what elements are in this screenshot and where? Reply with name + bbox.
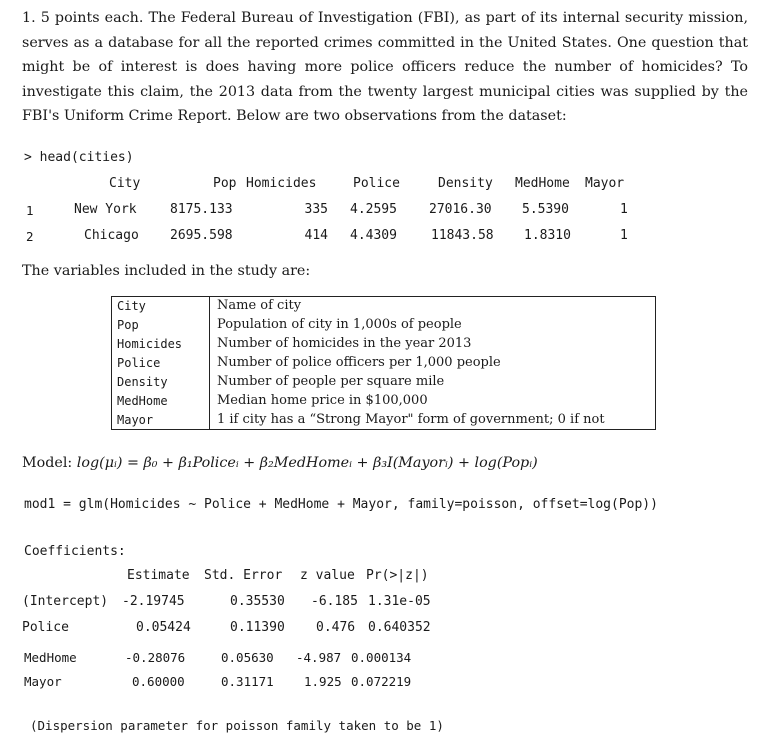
col-pop: Pop: [213, 176, 237, 191]
cell-city: New York: [74, 202, 137, 217]
coef-col-p: Pr(>|z|): [366, 568, 429, 583]
variable-row: [112, 392, 655, 410]
variable-desc: 1 if city has a “Strong Mayor" form of government; 0 if not: [217, 412, 605, 427]
coef-col-estimate: Estimate: [127, 568, 190, 583]
col-density: Density: [438, 176, 493, 191]
variable-row: [112, 316, 655, 334]
variables-intro: The variables included in the study are:: [22, 263, 311, 279]
row-index: 1: [26, 203, 34, 218]
cell-city: Chicago: [84, 228, 139, 243]
variable-desc: Number of homicides in the year 2013: [217, 336, 472, 351]
variable-desc: Population of city in 1,000s of people: [217, 317, 462, 332]
coef-p: 0.072219: [351, 674, 412, 689]
variable-desc: Number of police officers per 1,000 people: [217, 355, 501, 370]
model-formula: log(μᵢ) = β₀ + β₁Policeᵢ + β₂MedHomeᵢ + β₃I(Mayorᵢ) + log(Popᵢ): [76, 455, 538, 471]
variable-desc: Name of city: [217, 298, 302, 313]
coef-se: 0.31171: [221, 674, 274, 689]
coef-z: 1.925: [304, 674, 342, 689]
col-homicides: Homicides: [246, 176, 317, 191]
coef-z: -4.987: [296, 650, 342, 665]
coef-term: Mayor: [24, 674, 62, 689]
variable-row: [112, 335, 655, 353]
cell-density: 27016.30: [429, 202, 492, 217]
model-code: mod1 = glm(Homicides ~ Police + MedHome + Mayor, family=poisson, offset=log(Pop)): [24, 497, 658, 512]
variable-name: Mayor: [117, 413, 154, 427]
col-medhome: MedHome: [515, 176, 570, 191]
cell-pop: 2695.598: [170, 228, 233, 243]
coef-p: 0.000134: [351, 650, 412, 665]
head-command: > head(cities): [24, 150, 134, 165]
coef-z: 0.476: [316, 620, 356, 635]
cell-mayor: 1: [620, 228, 628, 243]
variable-desc: Number of people per square mile: [217, 374, 445, 389]
variable-row: [112, 373, 655, 391]
coef-estimate: -0.28076: [125, 650, 186, 665]
col-city: City: [109, 176, 141, 191]
coefficients-heading: Coefficients:: [24, 544, 126, 559]
cell-homicides: 414: [304, 228, 328, 243]
row-index: 2: [26, 229, 34, 244]
cell-pop: 8175.133: [170, 202, 233, 217]
coef-se: 0.05630: [221, 650, 274, 665]
variable-name: Homicides: [117, 337, 183, 351]
variable-name: MedHome: [117, 394, 168, 408]
variable-name: City: [117, 299, 146, 313]
coef-se: 0.11390: [230, 620, 285, 635]
cell-medhome: 1.8310: [524, 228, 571, 243]
coef-se: 0.35530: [230, 594, 285, 609]
coef-col-z: z value: [300, 568, 355, 583]
cell-density: 11843.58: [431, 228, 494, 243]
dispersion-note: (Dispersion parameter for poisson family taken to be 1): [30, 718, 444, 733]
coef-term: Police: [22, 620, 69, 635]
coef-p: 1.31e-05: [368, 594, 431, 609]
coef-estimate: 0.60000: [132, 674, 185, 689]
cell-mayor: 1: [620, 202, 628, 217]
cell-police: 4.2595: [350, 202, 397, 217]
variable-name: Pop: [117, 318, 139, 332]
variables-table: [111, 296, 656, 430]
coef-z: -6.185: [311, 594, 358, 609]
variable-name: Density: [117, 375, 168, 389]
model-formula-line: [22, 455, 538, 471]
cell-medhome: 5.5390: [522, 202, 569, 217]
variable-name: Police: [117, 356, 161, 370]
variable-row: [112, 411, 655, 429]
coef-col-se: Std. Error: [204, 568, 283, 583]
model-label: Model:: [22, 455, 73, 471]
coef-term: MedHome: [24, 650, 77, 665]
variable-desc: Median home price in $100,000: [217, 393, 428, 408]
cell-police: 4.4309: [350, 228, 397, 243]
coef-term: (Intercept): [22, 594, 109, 609]
cell-homicides: 335: [304, 202, 328, 217]
variable-row: [112, 297, 655, 315]
variable-row: [112, 354, 655, 372]
col-police: Police: [353, 176, 400, 191]
col-mayor: Mayor: [585, 176, 625, 191]
coef-estimate: 0.05424: [136, 620, 191, 635]
coef-estimate: -2.19745: [122, 594, 185, 609]
problem-intro: 1. 5 points each. The Federal Bureau of Investigation (FBI), as part of its internal security mission, serves as a database for all the reported crimes committed in the United States. One question that might be of interest is does having more police officers reduce the number of homicides? To investigate this claim, the 2013 data from the twenty largest municipal cities was supplied by the FBI's Uniform Crime Report. Below are two observations from the dataset:: [22, 10, 748, 125]
coef-p: 0.640352: [368, 620, 431, 635]
